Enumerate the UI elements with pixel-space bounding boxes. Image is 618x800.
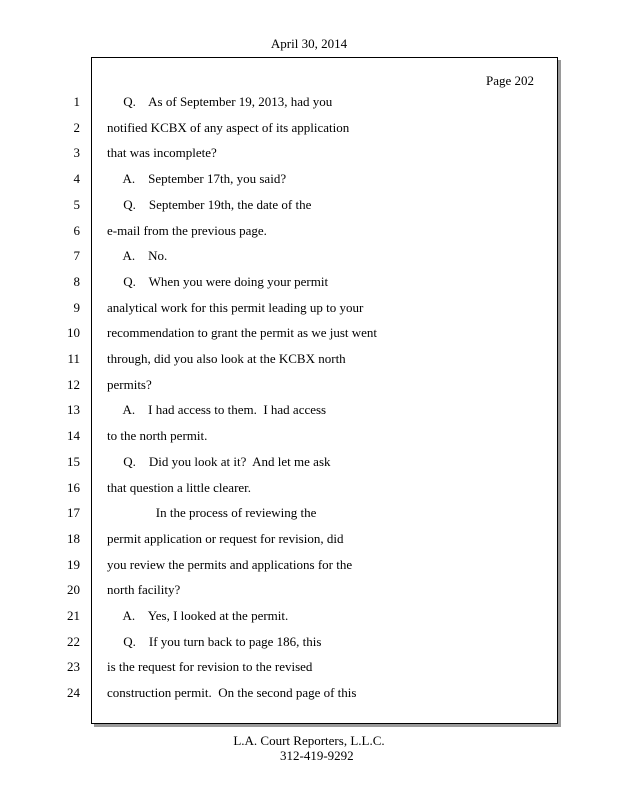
transcript-line (0, 118, 618, 138)
transcript-line (0, 683, 618, 703)
line-number: 10 (67, 325, 80, 341)
transcript-line (0, 92, 618, 112)
line-text: north facility? (107, 582, 181, 598)
line-number: 8 (73, 273, 80, 289)
line-number: 4 (73, 171, 80, 187)
line-number: 23 (67, 659, 80, 675)
line-text: notified KCBX of any aspect of its application (107, 119, 350, 135)
line-text: Q. September 19th, the date of the (107, 196, 312, 212)
transcript-line (0, 323, 618, 343)
page-number: Page 202 (485, 73, 534, 88)
line-text: A. September 17th, you said? (107, 171, 287, 187)
line-text: A. No. (107, 248, 168, 264)
line-text: you review the permits and applications for the (107, 556, 353, 572)
line-number: 5 (73, 196, 80, 212)
reporter-phone: 312-419-9292 (280, 748, 354, 763)
transcript-line (0, 503, 618, 523)
transcript-line (0, 478, 618, 498)
transcript-line (0, 529, 618, 549)
transcript-line (0, 452, 618, 472)
transcript-line (0, 657, 618, 677)
line-text: A. I had access to them. I had access (107, 402, 327, 418)
transcript-line (0, 143, 618, 163)
line-number: 17 (67, 505, 80, 521)
line-text: A. Yes, I looked at the permit. (107, 608, 289, 623)
line-text: recommendation to grant the permit as we just went (107, 325, 378, 341)
line-number: 2 (73, 119, 80, 135)
transcript-line (0, 349, 618, 369)
line-number: 13 (67, 402, 80, 418)
line-number: 3 (73, 145, 80, 161)
line-text: permits? (107, 376, 152, 392)
line-number: 7 (73, 248, 80, 264)
reporter-company: L.A. Court Reporters, L.L.C. (233, 733, 385, 748)
transcript-date: April 30, 2014 (270, 36, 348, 51)
transcript-line (0, 246, 618, 266)
line-number: 21 (67, 608, 80, 623)
line-number: 11 (67, 351, 80, 366)
transcript-line (0, 221, 618, 241)
line-number: 9 (73, 299, 80, 315)
transcript-line (0, 606, 618, 626)
line-number: 6 (73, 222, 80, 238)
line-number: 22 (67, 633, 80, 649)
transcript-line (0, 375, 618, 395)
transcript-line (0, 169, 618, 189)
line-number: 15 (67, 453, 80, 469)
line-number: 18 (67, 530, 80, 546)
line-number: 12 (67, 376, 80, 392)
line-text: Q. If you turn back to page 186, this (107, 633, 322, 649)
line-number: 1 (73, 94, 80, 109)
transcript-line (0, 272, 618, 292)
line-text: In the process of reviewing the (107, 505, 317, 521)
line-text: analytical work for this permit leading up to your (107, 299, 364, 315)
line-number: 16 (67, 479, 80, 495)
transcript-line (0, 580, 618, 600)
line-number: 14 (67, 428, 80, 444)
line-text: that was incomplete? (107, 145, 217, 161)
line-text: Q. When you were doing your permit (107, 273, 329, 289)
transcript-line (0, 400, 618, 420)
transcript-line (0, 195, 618, 215)
line-number: 24 (67, 685, 80, 701)
line-text: through, did you also look at the KCBX north (107, 351, 346, 366)
transcript-line (0, 632, 618, 652)
line-text: permit application or request for revision, did (107, 530, 344, 546)
line-text: Q. As of September 19, 2013, had you (107, 94, 333, 109)
transcript-line (0, 426, 618, 446)
line-number: 19 (67, 556, 80, 572)
line-text: that question a little clearer. (107, 479, 252, 495)
transcript-line (0, 555, 618, 575)
line-text: e-mail from the previous page. (107, 222, 267, 238)
line-text: is the request for revision to the revised (107, 659, 313, 675)
line-text: to the north permit. (107, 428, 208, 444)
line-number: 20 (67, 582, 80, 598)
transcript-line (0, 298, 618, 318)
line-text: Q. Did you look at it? And let me ask (107, 453, 331, 469)
line-text: construction permit. On the second page of this (107, 685, 357, 701)
